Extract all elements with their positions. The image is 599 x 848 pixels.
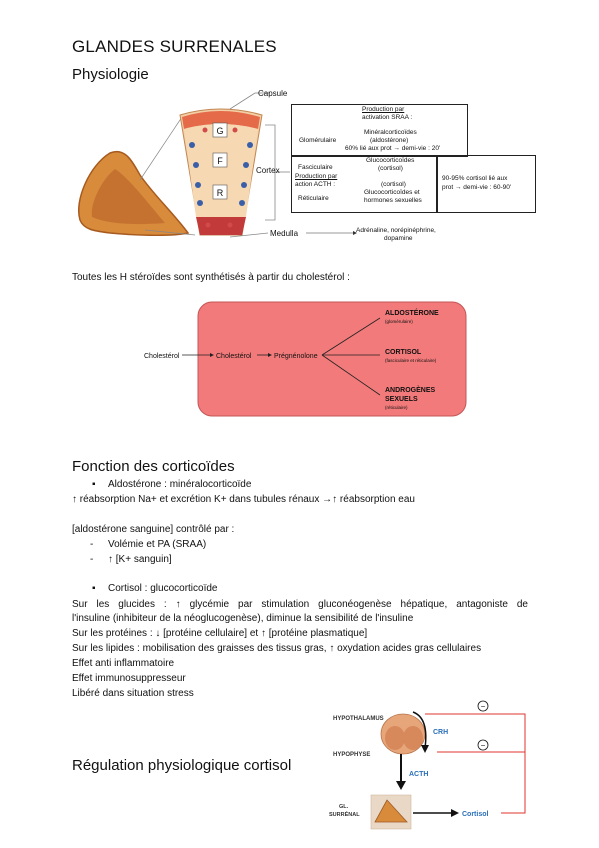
- hypophyse-label: HYPOPHYSE: [333, 752, 371, 758]
- glomerular-label: Glomérulaire: [299, 137, 337, 144]
- medulla-label: Medulla: [270, 229, 299, 238]
- capsule-label: Capsule: [258, 89, 288, 98]
- cholesterol-start: Cholestérol: [144, 353, 180, 360]
- hypothalamus-label: HYPOTHALAMUS: [333, 716, 384, 722]
- cortisol-line-2: l'insuline (inhibiteur de la néoglucogenèse), diminue la sensibilité de l'insuline: [72, 613, 414, 624]
- glom-hormone-2: (aldostérone): [370, 137, 409, 144]
- medulla-output-1: Adrénaline, norépinéphrine,: [356, 227, 436, 234]
- ret-hormone-3: hormones sexuelles: [364, 197, 422, 204]
- gl-label-1: GL.: [339, 804, 349, 810]
- aldo-item-1: Volémie et PA (SRAA): [108, 539, 207, 550]
- ret-hormone-2: Glucocorticoïdes et: [364, 189, 420, 196]
- fasc-production-2: action ACTH :: [295, 181, 336, 188]
- glom-production-1: Production par: [362, 106, 405, 113]
- androgens-out-a: ANDROGÈNES: [385, 387, 436, 394]
- zone-f-label: F: [217, 156, 223, 166]
- gl-label-2: SURRÉNAL: [329, 812, 360, 818]
- cortisol-line-6: Effet immunosuppresseur: [72, 673, 186, 684]
- cortisol-line-4: Sur les lipides : mobilisation des graisses des tissus gras, ↑ oxydation acides gras cellulaires: [72, 643, 482, 654]
- cortisol-out: CORTISOL: [385, 349, 422, 356]
- cortisol-sub: (fasciculaire et réticulaire): [385, 358, 437, 363]
- cortisol-label: Cortisol: [462, 811, 489, 818]
- cortisol-line-3: Sur les protéines : ↓ [protéine cellulaire] et ↑ [protéine plasmatique]: [72, 628, 368, 639]
- dash-icon: -: [90, 554, 94, 565]
- ret-hormone-1: (cortisol): [381, 181, 406, 188]
- page-title: GLANDES SURRENALES: [72, 37, 277, 56]
- cortisol-bullet: Cortisol : glucocorticoïde: [108, 583, 218, 594]
- svg-text:−: −: [480, 741, 486, 750]
- cortisol-note-2: prot → demi-vie : 60-90': [442, 184, 512, 191]
- cortisol-line-1: Sur les glucides : ↑ glycémie par stimulation gluconéogenèse hépatique, antagoniste de: [72, 599, 528, 610]
- fasciculaire-label: Fasciculaire: [298, 164, 333, 171]
- androgens-sub: (réticulaire): [385, 405, 408, 410]
- steroid-intro: Toutes les H stéroïdes sont synthétisés à partir du cholestérol :: [72, 272, 350, 283]
- svg-text:−: −: [480, 702, 486, 711]
- aldo-control: [aldostérone sanguine] contrôlé par :: [72, 524, 235, 535]
- bullet-square: ▪: [92, 479, 96, 490]
- fasc-hormone-2: (cortisol): [378, 165, 403, 172]
- section-physiologie: Physiologie: [72, 66, 149, 83]
- steroid-synthesis-diagram: [140, 300, 470, 420]
- crh-label: CRH: [433, 729, 449, 736]
- glom-note: 60% lié aux prot → demi-vie : 20': [345, 145, 441, 152]
- cortisol-line-7: Libéré dans situation stress: [72, 688, 194, 699]
- cortisol-regulation-diagram: [325, 698, 535, 838]
- section-fonction: Fonction des corticoïdes: [72, 458, 235, 475]
- cortisol-note-1: 90-95% cortisol lié aux: [442, 175, 508, 182]
- cholesterol-mid: Cholestérol: [216, 353, 252, 360]
- androgens-out-b: SEXUELS: [385, 396, 418, 403]
- fasc-production-1: Production par: [295, 173, 338, 180]
- cortisol-line-5: Effet anti inflammatoire: [72, 658, 175, 669]
- cortex-label: Cortex: [256, 166, 280, 175]
- pregnenolone: Prégnénolone: [274, 353, 318, 360]
- bullet-square: ▪: [92, 583, 96, 594]
- glom-hormone-1: Minéralcorticoïdes: [364, 129, 417, 136]
- fasc-hormone-1: Glucocorticoïdes: [366, 157, 415, 164]
- reticulaire-label: Réticulaire: [298, 195, 329, 202]
- dash-icon: -: [90, 539, 94, 550]
- aldosterone-out: ALDOSTÉRONE: [385, 310, 439, 317]
- medulla-output-2: dopamine: [384, 235, 413, 242]
- aldo-item-2: ↑ [K+ sanguin]: [108, 554, 172, 565]
- acth-label: ACTH: [409, 771, 429, 778]
- zone-g-label: G: [216, 126, 224, 136]
- aldo-line: ↑ réabsorption Na+ et excrétion K+ dans tubules rénaux →↑ réabsorption eau: [72, 494, 415, 505]
- aldosterone-sub: (glomérulaire): [385, 319, 413, 324]
- zone-r-label: R: [216, 188, 224, 198]
- glom-production-2: activation SRAA :: [362, 114, 413, 121]
- aldo-bullet: Aldostérone : minéralocorticoïde: [108, 479, 252, 490]
- section-regulation: Régulation physiologique cortisol: [72, 757, 292, 774]
